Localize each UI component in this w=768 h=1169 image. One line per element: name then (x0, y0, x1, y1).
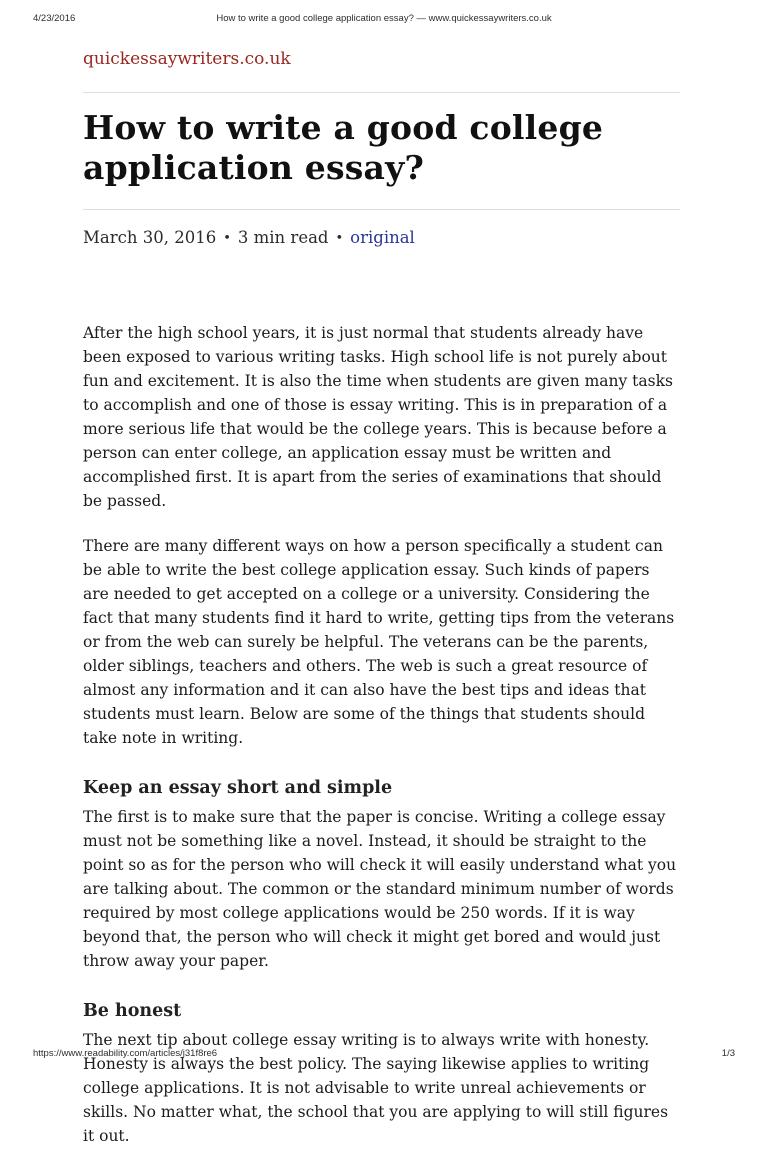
section-heading-be-honest: Be honest (83, 1001, 182, 1021)
byline-read-time: 3 min read (237, 228, 329, 247)
section-paragraph: The next tip about college essay writing is to always write with honesty. Honesty is always the best policy. The saying likewise applies to writing college applications. It is not advisable to write unreal achievements or skills. No matter what, the school that you are applying to will still figures it out. (83, 1031, 669, 1145)
byline-separator: • (335, 231, 344, 246)
article-title: How to write a good college application essay? (83, 108, 604, 187)
section-paragraph: The first is to make sure that the paper is concise. Writing a college essay must not be something like a novel. Instead, it should be straight to the point so as for the person who will check it will easily understand what you are talking about. The common or the standard minimum number of words required by most college applications would be 250 words. If it is way beyond that, the person who will check it might get bored and would just throw away your paper. (83, 808, 677, 970)
intro-paragraph: After the high school years, it is just normal that students already have been exposed to various writing tasks. High school life is not purely about fun and excitement. It is also the time when students are given many tasks to accomplish and one of those is essay writing. This is in preparation of a more serious life that would be the college years. This is because before a person can enter college, an application essay must be written and accomplished first. It is apart from the series of examinations that should be passed. (83, 324, 673, 510)
intro-paragraph: There are many different ways on how a person specifically a student can be able to write the best college application essay. Such kinds of papers are needed to get accepted on a college or a university. Considering the fact that many students find it hard to write, getting tips from the veterans or from the web can surely be helpful. The veterans can be the parents, older siblings, teachers and others. The web is such a great resource of almost any information and it can also have the best tips and ideas that students must learn. Below are some of the things that students should take note in writing. (83, 537, 675, 747)
print-footer (33, 1048, 735, 1059)
original-link[interactable]: original (350, 228, 415, 247)
divider (83, 92, 680, 93)
section-heading-short-and-simple: Keep an essay short and simple (83, 778, 393, 798)
divider (83, 209, 680, 210)
print-date: 4/23/2016 (33, 13, 76, 24)
site-name: quickessaywriters.co.uk (83, 49, 291, 69)
page-indicator: 1/3 (721, 1048, 735, 1059)
byline (83, 227, 680, 250)
print-document-title: How to write a good college application essay? — www.quickessaywriters.co.uk (216, 13, 552, 24)
print-header (0, 13, 768, 27)
article-body (83, 321, 680, 1148)
byline-separator: • (223, 231, 231, 246)
print-url: https://www.readability.com/articles/j31f8re6 (33, 1048, 218, 1059)
article (83, 46, 680, 1169)
byline-date: March 30, 2016 (83, 228, 217, 247)
